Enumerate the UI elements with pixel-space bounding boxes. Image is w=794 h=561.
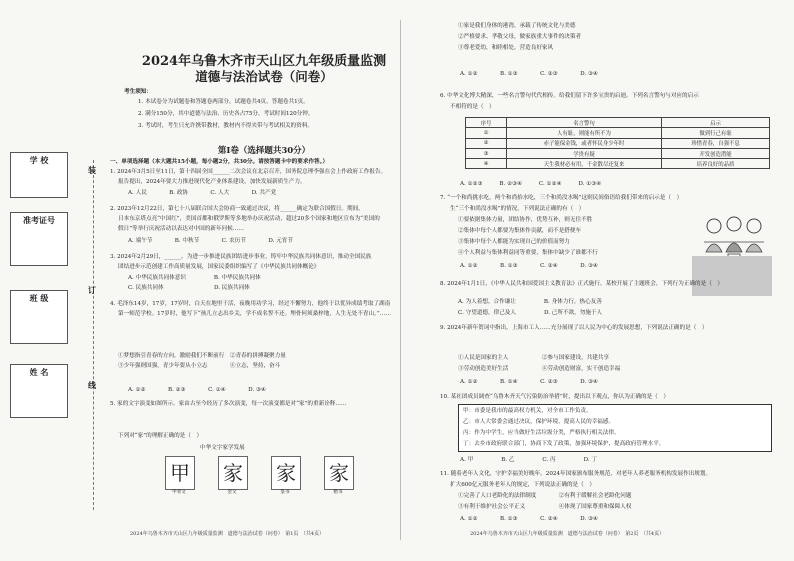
question-line: 11. 随着老年人文化，守护幸福美好晚年。2024年国家颁布服务规范，对老年人养老服务机构发展作出规划。 [440,471,712,477]
notice-item: 2. 满分150分，其中道德与法治、历史各占75分，考试时间120分钟。 [138,111,314,117]
question-line: 6. 中华文化博大精深，一些名言警句代代相传。给我们留下许多宝贵的启迪。下列名言警句与对应的启示 [440,93,699,99]
table-cell: 珍惜青春，自强不息 [662,138,770,148]
statement-line: ③有利于维护社会公平正义 ④体现了国家尊重和保障人权 [458,504,632,510]
bronze-glyph: 家 [218,456,248,490]
table-header: 名言警句 [507,118,662,128]
column-divider [400,20,401,540]
statement-line: ③劳动创造美好生活 ④劳动创造财富，实干创造幸福 [458,366,621,372]
viewpoint-line: 丙：作为中学生，应当做好生活垃圾分类，严格执行相关法律。 [463,430,620,436]
statement-line: ③少年强则国强，青少年要从小立志 ④立志，坚持，奋斗 [118,363,281,369]
statement-line: ①梦想指引青春的方向，激励我们不断前行 ②青春的拼搏凝聚力量 [118,353,286,359]
binding-dashed-line [93,160,94,510]
table-cell: ① [466,128,507,138]
glyph-caption: 楷书 [333,490,343,495]
question-line: 3. 2024年2月29日，______。为进一步推进民族团结进步事业，铸牢中华民族共同体意识，推动全国民族 [110,254,372,260]
section-title: 第Ⅰ卷（选择题共30分） [217,146,311,156]
question-line: 10. 某社团成员调查“乌鲁木齐天气污染防治举措”时，提出以下观点，你认为正确的是（ ） [440,394,669,400]
answer-options: A. 中华民族共同体意识 B. 中华民族共同体 [128,275,261,281]
question-line: 生“三个和尚没水喝”的情况。下列说法正确的有（ ） [450,206,585,212]
table-row [466,148,770,158]
exam-title: 2024年乌鲁木齐市天山区九年级质量监测 [141,54,387,69]
table-cell: 赤子能保金钱，或者怀民身少年时 [507,138,662,148]
statement-line: ④个人利益与集体利益同等重要，集体中缺少了谁都不行 [458,250,598,256]
table-row [466,128,770,138]
table-cell: 天生我材必有用，千金散尽还复来 [507,159,662,169]
question-line: 2. 2023年12月22日，第七十八届联合国大会协商一致通过决议，将______确定为联合国假日。期间， [110,206,364,212]
statement-line: ①人民是国家的主人 ②参与国家建设，共建共享 [458,355,610,361]
table-cell: ④ [466,159,507,169]
motto-table [465,117,770,169]
question-line: 扩大600亿元服务老年人的规定，下列说法正确的是（ ） [450,482,595,488]
binding-mark-ding: 订 [88,286,96,295]
question-line: 假日”等举行庆祝活动以表达对中国的新年问候…… [118,226,244,232]
table-cell: ③ [466,148,507,158]
statement-line: ①完善了人口老龄化的法律制度 ②有利于缓解社会老龄化问题 [458,493,632,499]
glyph-caption: 篆书 [280,490,290,495]
survey-viewpoints-box [458,404,772,452]
answer-options: A. ①② B. ②③ C. ①④ D. ③④ [128,387,266,393]
class-label: 班 级 [29,294,49,303]
question-line: 不相符的是（ ） [450,104,495,110]
exam-subtitle: 道德与法治试卷（问卷） [195,69,333,84]
question-line: 8. 2024年1月1日，《中华人民共和国爱国主义教育法》正式施行。某校开展了主题班会，下列行为正确的是（ ） [440,281,723,287]
statement-line: ②严格要求、孝敬父母，做家族重大事件的决策者 [458,34,582,40]
page-footer-left: 2024年乌鲁木齐市天山区九年级质量监测 道德与法治试卷（问卷） 第1页 （共4页） [130,531,325,537]
table-cell: 开发创造潜能 [662,148,770,158]
question-line: 第一师范学校。17岁时，他写下“孩儿立志出乡关，学不成名誓不还。埋骨何须桑梓地，人生无处不青山。”…… [118,311,391,317]
answer-options: A. 端午节 B. 中秋节 C. 农历节 D. 元宵节 [128,238,293,244]
viewpoint-line: 乙：市人大常委会通过决议，保护环境，提高人民的幸福感。 [463,419,615,425]
question-line: 5. 家的文字演变如图所示。家由古至今经历了多次演变，每一次演变都是对“家”的重新诠释…… [110,401,347,407]
answer-options: C. 守望道德，律己及人 D. 己所不欲，勿施于人 [458,310,603,316]
table-cell: 人有耻，则能有所不为 [507,128,662,138]
regular-glyph: 家 [324,456,354,490]
table-cell: 做到行己有耻 [662,128,770,138]
table-row [466,138,770,148]
page-footer-right: 2024年乌鲁木齐市天山区九年级质量监测 道德与法治试卷（问卷） 第2页 （共4页） [470,531,665,537]
viewpoint-line: 甲：市委是我市的最高权力机关，对全市工作负责。 [463,408,592,414]
section-intro: 一、单项选择题（本大题共15小题，每小题2分，共30分。请按答题卡中的要求作答。） [110,159,329,165]
glyph-caption: 金文 [227,490,237,495]
statement-line: ③集体中每个人都能为实现自己的价值而努力 [458,239,570,245]
answer-options: A. ①② B. ①③ C. ②③ D. ③④ [460,71,598,77]
question-line: 下列对“家”的理解正确的是（ ） [118,433,203,439]
answer-options: A. 为人着想，合作谦让 B. 身体力行，热心友善 [458,299,602,305]
building-photo [692,256,772,296]
notice-item: 3. 考试时，考生只允许携带教材，教材内不得夹带与考试相关的资料。 [138,123,313,129]
glyph-caption: 甲骨文 [172,490,186,495]
table-cell: 学贵有疑 [507,148,662,158]
binding-mark-xian: 线 [88,381,96,390]
answer-options: A. ①② B. ①③ C. ②④ D. ③④ [460,516,598,522]
seal-glyph: 家 [271,456,301,490]
question-line: 报告提出，2024年要大力推进现代化产业体系建设，加快发展新质生产力。 [118,179,306,185]
question-line: 7. “一个和尚挑水吃，两个和尚抬水吃，三个和尚没水喝”这则民间俗语给我们带来的启示是（ ） [440,195,683,201]
question-line: 4. 毛泽东14岁，17岁，17岁时，白天在地里干活，夜晚用功学习，经过不懈努力，他终于以优异成绩考取了湖南 [110,301,391,307]
oracle-bone-glyph: 甲 [165,456,195,490]
exam-number-field[interactable] [10,212,68,266]
binding-mark-zhuang: 装 [88,166,96,175]
answer-options: A. ①②③ B. ②③④ C. ①②④ D. ①③④ [460,181,602,187]
class-field[interactable] [10,290,68,344]
question-line: 团结进步示范创建工作高质量发展，国家民委组织编写了《中华民族共同体概论》 [118,264,320,270]
answer-options: A. 人民 B. 政协 C. 人大 D. 共产党 [128,190,277,196]
viewpoint-line: 丁：去乡市政府联合部门，协商下发了政策，加强环境保护，提高政府管理水平。 [463,441,665,447]
table-header: 启示 [662,118,770,128]
statement-line: ①要依据集体力量，团结协作，优势互补，则无往不胜 [458,217,593,223]
statement-line: ①家是我们身体的港湾，承载了传统文化与美德 [458,23,576,29]
table-header: 序号 [466,118,507,128]
question-line: 1. 2024年3月5日至11日，第十四届全国______二次会议在北京召开，国务院总理李强在会上作政府工作报告。 [110,169,387,175]
question-line: 日本东京塔点亮“中国红”，美国首都和俄罗斯等多地举办庆祝活动，超过20多个国家和地区宣布为“美国的 [118,216,380,222]
answer-options: A. ①② B. ①④ C. ②③ D. ③④ [460,379,598,385]
table-cell: 培养良好的品质 [662,159,770,169]
answer-options: A. 甲 B. 乙 C. 丙 D. 丁 [460,457,598,463]
notice-item: 1. 本试卷分为试题卷和答题卷两部分，试题卷共4页，答题卷共1页。 [138,99,309,105]
answer-options: C. 民族共同体 D. 民族共同体 [128,285,250,291]
name-label: 姓 名 [29,368,49,377]
school-label: 学 校 [29,156,49,165]
table-cell: ② [466,138,507,148]
name-field[interactable] [10,364,68,418]
notice-heading: 考生须知： [124,89,152,95]
question-line: 9. 2024年新年贺词中指出，上海市工人……充分展现了以人民为中心的发展思想，下列说法正确的是（ ） [440,325,708,331]
exam-number-label: 准考证号 [23,216,55,225]
table-row [466,159,770,169]
school-field[interactable] [10,152,68,198]
figure-caption: 中华文字家学发展 [200,445,245,451]
table-header-row [466,118,770,128]
answer-options: A. ①② B. ①③ C. ②④ D. ③④ [460,263,598,269]
statement-line: ③尊老爱幼，和睦相处，营造良好家风 [458,45,554,51]
statement-line: ②集体中每个人都要为集体作贡献，而不是搭便车 [458,228,582,234]
